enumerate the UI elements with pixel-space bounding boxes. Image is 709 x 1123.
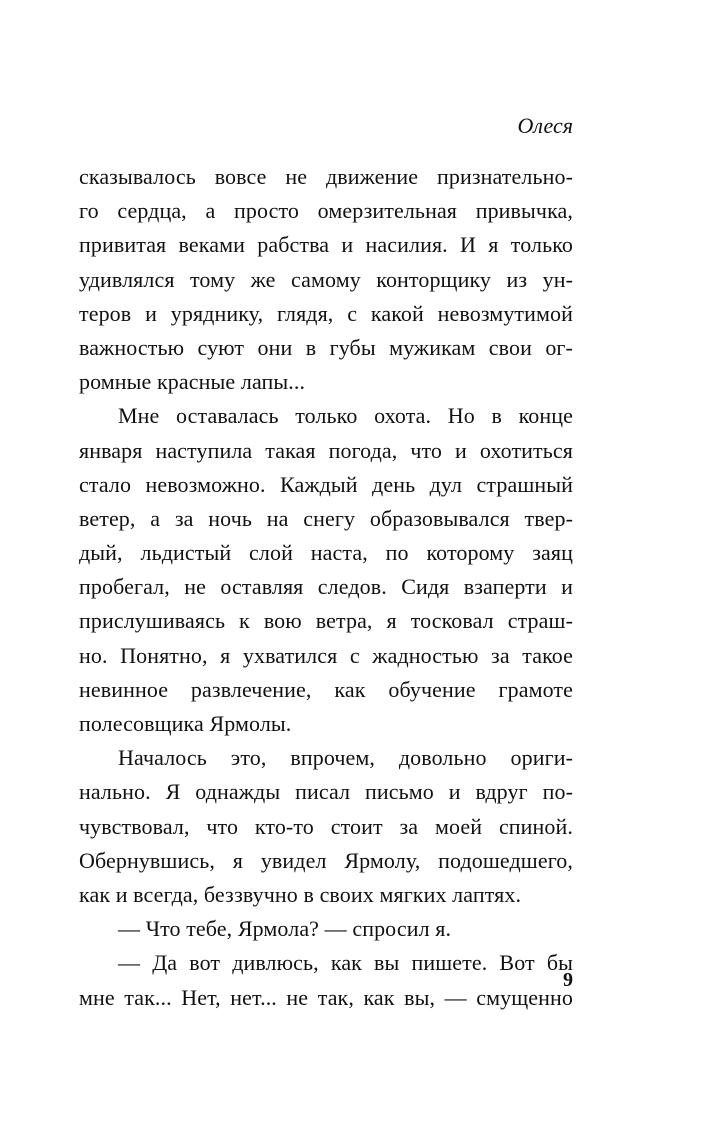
text-line: невинное развлечение, как обучение грамоте [79,676,573,702]
text-line: нально. Я однажды писал письмо и вдруг по- [79,779,573,805]
text-line: мне так... Нет, нет... не так, как вы, — смущенно [79,984,573,1010]
text-line: как и всегда, беззвучно в своих мягких лаптях. [79,881,522,907]
text-line: удивлялся тому же самому конторщику из ун- [79,266,573,292]
body-text [79,160,573,1015]
text-line: января наступила такая погода, что и охотиться [79,437,573,463]
text-line: дый, льдистый слой наста, по которому заяц [79,540,573,566]
text-line: чувствовал, что кто-то стоит за моей спиной. [79,813,573,839]
text-line: стало невозможно. Каждый день дул страшный [79,471,573,497]
text-line: ветер, а за ночь на снегу образовывался твер- [79,505,573,531]
text-line: Началось это, впрочем, довольно ориги- [118,745,573,771]
text-line: — Что тебе, Ярмола? — спросил я. [118,916,452,942]
text-line: сказывалось вовсе не движение признательно- [79,164,573,189]
text-line: — Да вот дивлюсь, как вы пишете. Вот бы [118,950,573,976]
text-line: прислушиваясь к вою ветра, я тосковал страш- [79,608,573,634]
running-head-title: Олеся [517,113,573,138]
text-line: ромные красные лапы... [79,369,306,395]
text-line: го сердца, а просто омерзительная привычка, [79,198,573,224]
text-line: Обернувшись, я увидел Ярмолу, подошедшего, [79,847,573,873]
text-line: но. Понятно, я ухватился с жадностью за такое [79,642,573,668]
text-line: полесовщика Ярмолы. [79,711,292,736]
text-line: привитая веками рабства и насилия. И я только [79,232,573,258]
text-line: важностью суют они в губы мужикам свои ог- [79,334,573,360]
text-line: теров и уряднику, глядя, с какой невозмутимой [79,300,573,326]
text-line: пробегал, не оставляя следов. Сидя взаперти и [79,574,573,600]
text-line: Мне оставалась только охота. Но в конце [118,403,573,429]
page-number: 9 [563,969,573,991]
